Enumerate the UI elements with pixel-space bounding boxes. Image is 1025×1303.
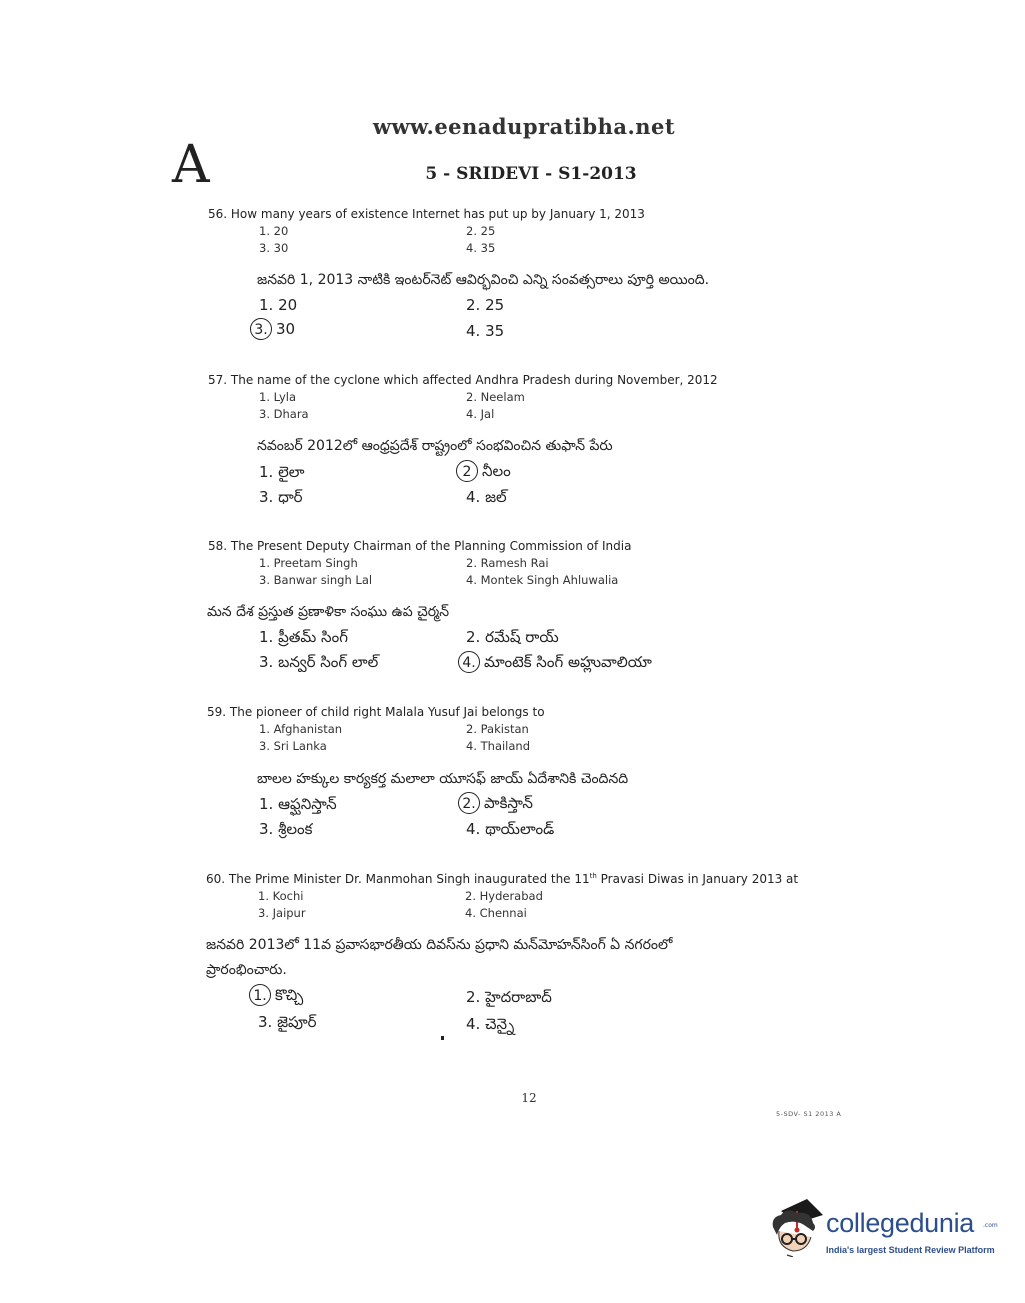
q56-option-1: 1. 20 <box>259 224 289 238</box>
q58-option-1: 1. Preetam Singh <box>259 556 358 570</box>
q58-te-option-4-marked <box>458 651 652 675</box>
q60-te-option-1-marked <box>249 984 303 1008</box>
q57-option-1: 1. Lyla <box>259 390 297 404</box>
q60-te-option-4: 4. చెన్నై <box>466 1015 515 1033</box>
q59-option-1: 1. Afghanistan <box>259 722 343 736</box>
q60-option-2: 2. Hyderabad <box>465 889 543 903</box>
q59-te-option-2: పాకిస్తాన్ <box>484 794 533 812</box>
question-57-te: నవంబర్ 2012లో ఆంధ్రప్రదేశ్ రాష్ట్రంలో సంభవించిన తుఫాన్ పేరు <box>257 438 613 454</box>
answer-circle: 4. <box>458 651 480 673</box>
question-59-te: బాలల హక్కుల కార్యకర్త మలాలా యూసఫ్ జాయ్ ఏదేశానికి చెందినది <box>257 771 629 787</box>
answer-circle: 2. <box>458 792 480 814</box>
q57-te-option-2-marked <box>456 460 511 484</box>
q58-option-2: 2. Ramesh Rai <box>466 556 549 570</box>
q56-option-4: 4. 35 <box>466 241 496 255</box>
mascot-logo-icon <box>767 1197 827 1257</box>
q60-te-option-1: కొచ్చి <box>275 986 304 1004</box>
booklet-letter: A <box>172 135 210 195</box>
q57-option-3: 3. Dhara <box>259 407 309 421</box>
q59-option-4: 4. Thailand <box>466 739 531 753</box>
q58-option-4: 4. Montek Singh Ahluwalia <box>466 573 619 587</box>
question-57-en: 57. The name of the cyclone which affected Andhra Pradesh during November, 2012 <box>208 373 718 387</box>
q59-option-2: 2. Pakistan <box>466 722 529 736</box>
brand-wordmark: collegedunia <box>826 1208 975 1238</box>
question-56-en: 56. How many years of existence Internet has put up by January 1, 2013 <box>208 207 645 221</box>
q57-option-2: 2. Neelam <box>466 390 525 404</box>
q56-te-option-3-marked <box>250 318 295 340</box>
question-60-te: జనవరి 2013లో 11వ ప్రవాసభారతీయ దివస్‌ను ప్రధాని మన్‌మోహన్‌సింగ్ ఏ నగరంలో <box>206 937 673 953</box>
question-58-en: 58. The Present Deputy Chairman of the Planning Commission of India <box>208 539 632 553</box>
q60-te-option-2: 2. హైదరాబాద్ <box>466 988 552 1006</box>
q59-te-option-2-marked <box>458 792 533 816</box>
question-59-en: 59. The pioneer of child right Malala Yusuf Jai belongs to <box>207 705 545 719</box>
superscript: th <box>589 872 597 880</box>
question-58-te: మన దేశ ప్రస్తుత ప్రణాళికా సంఘు ఉప చైర్మన్ <box>207 604 450 620</box>
brand-domain: .com <box>983 1222 998 1229</box>
brand-tagline: India's largest Student Review Platform <box>826 1245 995 1255</box>
q58-te-option-1: 1. ప్రీతమ్ సింగ్ <box>259 628 348 646</box>
q60-te-option-3: 3. జైపూర్ <box>258 1013 317 1031</box>
q56-option-2: 2. 25 <box>466 224 496 238</box>
q60-option-4: 4. Chennai <box>465 906 527 920</box>
footer-code: 5-SDV- S1 2013 A <box>776 1110 842 1118</box>
question-56-te: జనవరి 1, 2013 నాటికి ఇంటర్‌నెట్ ఆవిర్భవించి ఎన్ని సంవత్సరాలు పూర్తి అయింది. <box>257 272 710 288</box>
q58-te-option-3: 3. బన్వర్ సింగ్ లాల్ <box>259 653 379 671</box>
q57-te-option-4: 4. జల్ <box>466 488 507 506</box>
answer-circle: 1. <box>249 984 271 1006</box>
paper-code: 5 - SRIDEVI - S1-2013 <box>425 164 637 184</box>
q59-te-option-4: 4. థాయ్‌లాండ్ <box>466 820 555 838</box>
q60-option-3: 3. Jaipur <box>258 906 306 920</box>
q58-option-3: 3. Banwar singh Lal <box>259 573 373 587</box>
website-header: www.eenadupratibha.net <box>372 114 676 139</box>
q56-te-option-3: 30 <box>276 320 296 338</box>
q58-te-option-4: మాంటెక్ సింగ్ అహ్లువాలియా <box>484 653 652 671</box>
q56-te-option-4: 4. 35 <box>466 322 505 340</box>
q59-te-option-1: 1. ఆఫ్ఘనిస్తాన్ <box>259 795 337 813</box>
q57-option-4: 4. Jal <box>466 407 495 421</box>
q56-option-3: 3. 30 <box>259 241 289 255</box>
q58-te-option-2: 2. రమేష్ రాయ్ <box>466 628 559 646</box>
question-60-en: 60. The Prime Minister Dr. Manmohan Singh inaugurated the 11th Pravasi Diwas in January 2013 at <box>206 872 799 886</box>
page-number: 12 <box>521 1091 537 1105</box>
answer-circle: 3. <box>250 318 272 340</box>
question-60-te-cont: ప్రారంభించారు. <box>206 962 287 978</box>
q56-te-option-1: 1. 20 <box>259 296 298 314</box>
q57-te-option-3: 3. ధార్ <box>259 488 303 506</box>
ink-speck <box>441 1036 444 1040</box>
q57-te-option-2: నీలం <box>482 462 511 480</box>
q59-te-option-3: 3. శ్రీలంక <box>259 820 313 838</box>
q57-te-option-1: 1. లైలా <box>259 463 305 481</box>
q56-te-option-2: 2. 25 <box>466 296 505 314</box>
answer-circle: 2 <box>456 460 478 482</box>
q60-option-1: 1. Kochi <box>258 889 304 903</box>
q59-option-3: 3. Sri Lanka <box>259 739 327 753</box>
